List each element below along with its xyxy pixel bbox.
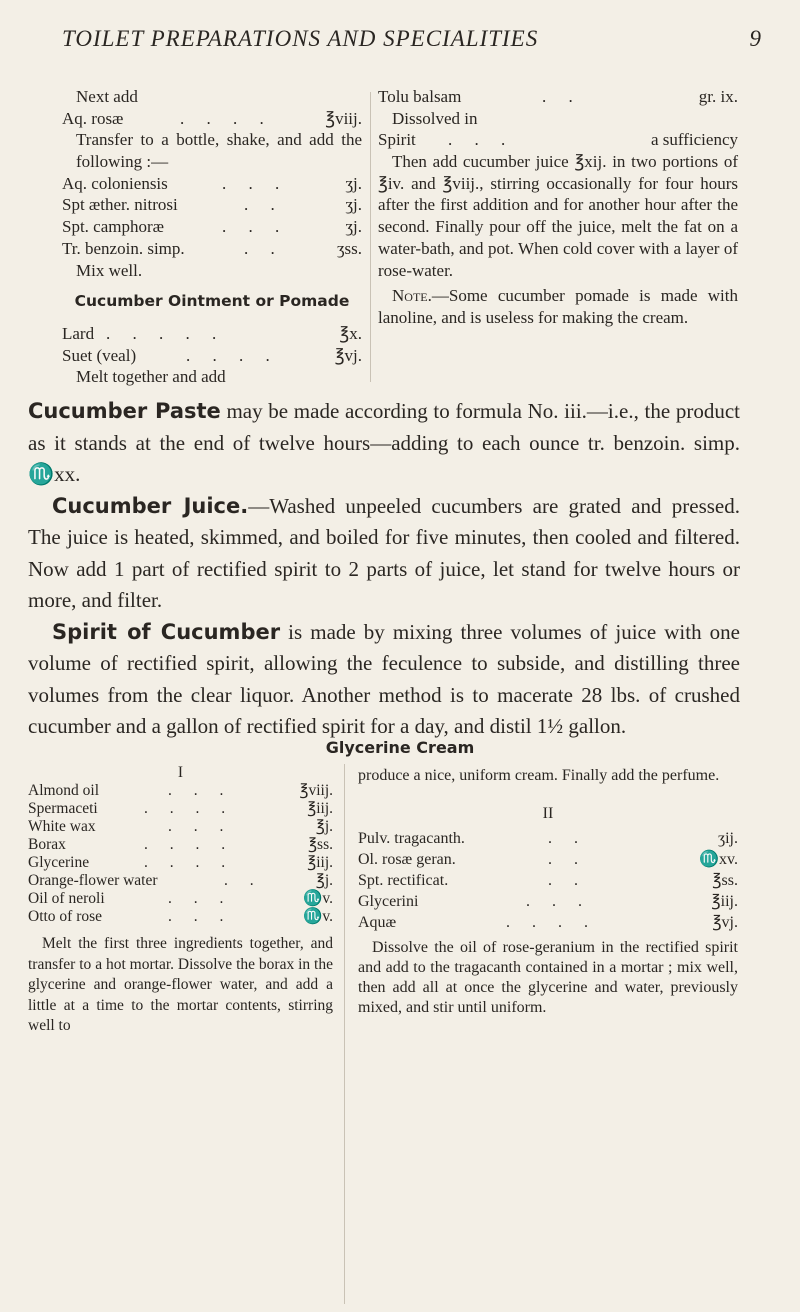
recipe-row bbox=[358, 892, 738, 913]
paste-heading: Cucumber Paste bbox=[28, 399, 221, 423]
ingredient-name: Oil of neroli bbox=[28, 890, 105, 907]
cucumber-ointment-heading: Cucumber Ointment or Pomade bbox=[74, 292, 350, 311]
leader-dots: . . . . bbox=[506, 914, 597, 931]
leader-dots: . . bbox=[548, 851, 587, 868]
note-text: —Some cucumber pomade is made with lanoline, and is useless for making the cream. bbox=[378, 286, 738, 327]
ingredient-quantity: ♏xv. bbox=[699, 851, 738, 868]
ingredient-quantity: ℥ss. bbox=[308, 836, 333, 853]
ingredient-quantity: ℥x. bbox=[339, 323, 362, 343]
ingredient-quantity: ℥viij. bbox=[299, 782, 333, 799]
ingredient-quantity: ʒj. bbox=[345, 195, 362, 215]
dissolved-in-line: Dissolved in bbox=[392, 108, 478, 128]
leader-dots: . . . bbox=[168, 782, 233, 799]
recipe-row bbox=[62, 216, 362, 238]
ingredient-name: Glycerini bbox=[358, 893, 419, 910]
formula-ii-numeral: II bbox=[542, 805, 554, 822]
ingredient-quantity: ℥iij. bbox=[307, 800, 333, 817]
recipe-row bbox=[62, 345, 362, 367]
ingredient-name: Ol. rosæ geran. bbox=[358, 851, 456, 868]
ingredient-name: Lard bbox=[62, 323, 95, 343]
leader-dots: . . bbox=[224, 872, 263, 889]
ingredient-name: Spermaceti bbox=[28, 800, 98, 817]
recipe-row bbox=[358, 871, 738, 892]
ingredient-name: Spt æther. nitrosi bbox=[62, 195, 178, 215]
recipe-row bbox=[62, 173, 362, 195]
recipe-row bbox=[62, 323, 362, 345]
leader-dots: . . . . bbox=[144, 800, 235, 817]
leader-dots: . . bbox=[548, 872, 587, 889]
top-right-column bbox=[378, 86, 738, 329]
formula-i-continuation: produce a nice, uniform cream. Finally add the perfume. bbox=[358, 767, 720, 784]
formula-i-column bbox=[28, 764, 333, 1037]
leader-dots: . . . . bbox=[180, 108, 273, 128]
recipe-row bbox=[28, 854, 333, 872]
leader-dots: . . . bbox=[168, 818, 233, 835]
mix-well-line: Mix well. bbox=[76, 260, 143, 280]
leader-dots: . . . bbox=[168, 890, 233, 907]
formula-ii-instructions: Dissolve the oil of rose-geranium in the rectified spirit and add to the tragacanth contained in a mortar ; mix well, then add all at once the glycerine and water, previously mixed, and stir until uniform. bbox=[358, 939, 738, 1016]
ingredient-quantity: ʒss. bbox=[336, 238, 362, 258]
leader-dots: . . . . bbox=[186, 345, 279, 365]
formula-i-instructions: Melt the first three ingredients together, and transfer to a hot mortar. Dissolve the borax in the glycerine and orange-flower water, and add a little at a time to the mortar contents, stirring well to bbox=[28, 935, 333, 1034]
recipe-row bbox=[28, 890, 333, 908]
spirit-paragraph bbox=[28, 617, 740, 743]
column-divider bbox=[370, 92, 371, 382]
recipe-row bbox=[28, 908, 333, 926]
formula-i-numeral: I bbox=[177, 764, 184, 781]
ingredient-name: Glycerine bbox=[28, 854, 90, 871]
ingredient-name: Pulv. tragacanth. bbox=[358, 830, 465, 847]
leader-dots: . . . . bbox=[144, 854, 235, 871]
leader-dots: . . bbox=[548, 830, 587, 847]
juice-paragraph bbox=[28, 491, 740, 617]
ingredient-quantity: ℥j. bbox=[315, 818, 333, 835]
juice-text: —Washed unpeeled cucumbers are grated and pressed. The juice is heated, skimmed, and boiled for five minutes, then cooled and filtered. Now add 1 part of rectified spirit to 2 parts of juice, let stand for twelve hours or more, and filter. bbox=[28, 493, 740, 612]
ingredient-name: Aq. coloniensis bbox=[62, 173, 168, 193]
ingredient-quantity: ℥j. bbox=[315, 872, 333, 889]
note-paragraph bbox=[378, 285, 738, 328]
leader-dots: . . bbox=[244, 195, 284, 215]
ingredient-quantity: ʒij. bbox=[718, 830, 738, 847]
ingredient-quantity: ℥vj. bbox=[334, 345, 362, 365]
ingredient-name: Spt. camphoræ bbox=[62, 217, 164, 237]
next-add-line: Next add bbox=[76, 87, 138, 106]
ingredient-quantity: ♏v. bbox=[303, 890, 333, 907]
ingredient-name: Borax bbox=[28, 836, 66, 853]
ingredient-name: Suet (veal) bbox=[62, 345, 137, 365]
recipe-row bbox=[378, 86, 738, 108]
ingredient-quantity: ʒj. bbox=[345, 217, 362, 237]
leader-dots: . . bbox=[244, 238, 284, 258]
ingredient-quantity: a sufficiency bbox=[650, 130, 738, 150]
column-divider bbox=[344, 764, 345, 1304]
recipe-row bbox=[28, 818, 333, 836]
page-title: TOILET PREPARATIONS AND SPECIALITIES bbox=[62, 26, 539, 51]
recipe-row bbox=[378, 129, 738, 151]
ingredient-name: Spirit bbox=[378, 130, 416, 150]
ingredient-name: Tolu balsam bbox=[378, 87, 462, 106]
juice-heading: Cucumber Juice. bbox=[52, 493, 249, 518]
ingredient-quantity: gr. ix. bbox=[698, 87, 738, 106]
recipe-row bbox=[28, 800, 333, 818]
leader-dots: . . . bbox=[168, 908, 233, 925]
recipe-row bbox=[358, 829, 738, 850]
spirit-text: is made by mixing three volumes of juice with one volume of rectified spirit, allowing the feculence to subside, and distilling three volumes from the clear liquor. Another method is to macerate 28 lbs. of crushed cucumber and a gallon of rectified spirit for a day, and distil 1½ gallon. bbox=[28, 619, 740, 738]
ingredient-name: Tr. benzoin. simp. bbox=[62, 238, 185, 258]
recipe-row bbox=[62, 238, 362, 260]
ingredient-quantity: ℥viij. bbox=[325, 108, 362, 128]
leader-dots: . . bbox=[542, 87, 582, 106]
recipe-row bbox=[358, 913, 738, 934]
formula-ii-column bbox=[358, 766, 738, 1018]
ingredient-name: Spt. rectificat. bbox=[358, 872, 449, 889]
pomade-instructions: Then add cucumber juice ℥xij. in two portions of ℥iv. and ℥viij., stirring occasionally for four hours after the first addition and for another hour after the second. Finally pour off the juice, melt the fat on a water-bath, and pot. When cold cover with a layer of rose-water. bbox=[378, 152, 738, 280]
note-label: Note. bbox=[392, 286, 432, 306]
leader-dots: . . . bbox=[448, 130, 515, 150]
ingredient-name: Orange-flower water bbox=[28, 872, 158, 889]
ingredient-name: Otto of rose bbox=[28, 908, 103, 925]
ingredient-name: White wax bbox=[28, 818, 96, 835]
recipe-row bbox=[28, 782, 333, 800]
page-number: 9 bbox=[749, 26, 762, 51]
recipe-row bbox=[62, 108, 362, 130]
recipe-row bbox=[358, 850, 738, 871]
leader-dots: . . . bbox=[526, 893, 591, 910]
ingredient-name: Aquæ bbox=[358, 914, 397, 931]
ingredient-quantity: ʒj. bbox=[345, 173, 362, 193]
ingredient-quantity: ℥ss. bbox=[712, 872, 738, 889]
leader-dots: . . . bbox=[222, 173, 289, 193]
top-left-column bbox=[62, 86, 362, 388]
ingredient-name: Aq. rosæ bbox=[62, 108, 124, 128]
ingredient-name: Almond oil bbox=[28, 782, 100, 799]
leader-dots: . . . . . bbox=[106, 323, 226, 343]
spirit-heading: Spirit of Cucumber bbox=[52, 619, 281, 644]
paste-paragraph bbox=[28, 396, 740, 491]
transfer-text: Transfer to a bottle, shake, and add the following :— bbox=[76, 130, 362, 172]
recipe-row bbox=[28, 836, 333, 854]
ingredient-quantity: ℥iij. bbox=[711, 893, 738, 910]
ingredient-quantity: ℥vj. bbox=[712, 914, 738, 931]
paste-text: may be made according to formula No. iii.—i.e., the product as it stands at the end of twelve hours—adding to each ounce tr. benzoin. simp. ♏xx. bbox=[28, 399, 740, 486]
glycerine-cream-heading: Glycerine Cream bbox=[325, 738, 475, 757]
ingredient-quantity: ℥iij. bbox=[307, 854, 333, 871]
recipe-row bbox=[28, 872, 333, 890]
recipe-row bbox=[62, 194, 362, 216]
leader-dots: . . . . bbox=[144, 836, 235, 853]
leader-dots: . . . bbox=[222, 217, 289, 237]
ingredient-quantity: ♏v. bbox=[303, 908, 333, 925]
melt-together-line: Melt together and add bbox=[76, 367, 226, 387]
main-body bbox=[28, 396, 740, 743]
